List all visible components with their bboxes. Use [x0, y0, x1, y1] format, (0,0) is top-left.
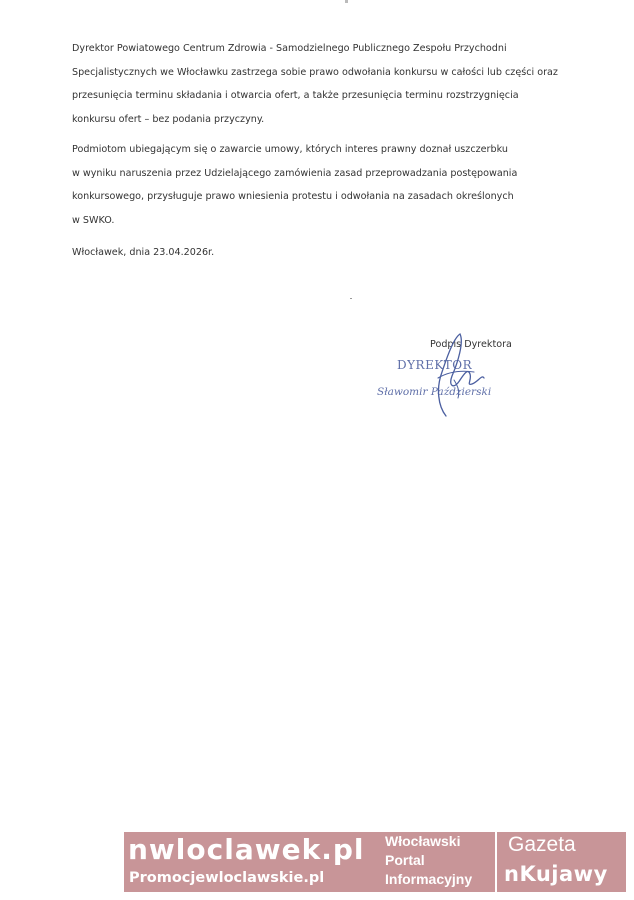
- paragraph-line: w SWKO.: [72, 214, 115, 226]
- gazeta-label: Gazeta: [508, 833, 576, 856]
- paragraph-line: Dyrektor Powiatowego Centrum Zdrowia - Samodzielnego Publicznego Zespołu Przychodni: [72, 43, 507, 54]
- scan-dot: [350, 298, 352, 299]
- stamp-title: DYREKTOR: [397, 358, 473, 372]
- stamp-name: Sławomir Paździerski: [377, 386, 492, 398]
- handwritten-signature: [408, 328, 498, 420]
- paragraph-line: Podmiotom ubiegającym się o zawarcie umowy, których interes prawny doznał uszczerbku: [72, 144, 508, 155]
- paragraph-protest: [72, 138, 562, 232]
- scan-mark: [345, 0, 348, 3]
- footer-banner[interactable]: [124, 832, 626, 892]
- paragraph-reservation: [72, 37, 562, 131]
- paragraph-line: konkursu ofert – bez podania przyczyny.: [72, 113, 265, 125]
- banner-divider: [495, 832, 497, 892]
- paragraph-line: Specjalistycznych we Włocławku zastrzega sobie prawo odwołania konkursu w całości lub części oraz: [72, 66, 558, 78]
- banner-sub-text: Promocjewloclawskie.pl: [129, 870, 325, 886]
- portal-line: Portal: [385, 852, 425, 868]
- banner-main-text: nwloclawek.pl: [128, 833, 365, 866]
- signature-label: Podpis Dyrektora: [430, 339, 512, 350]
- portal-label: [385, 832, 493, 889]
- portal-line: Włocławski: [385, 833, 461, 849]
- portal-line: Informacyjny: [385, 871, 473, 887]
- nkujawy-logo[interactable]: nKujawy: [504, 862, 608, 886]
- paragraph-line: przesunięcia terminu składania i otwarcia ofert, a także przesunięcia terminu rozstrzygnięcia: [72, 90, 519, 101]
- paragraph-line: konkursowego, przysługuje prawo wniesienia protestu i odwołania na zasadach określonych: [72, 191, 514, 202]
- nwloclawek-logo[interactable]: [124, 832, 382, 892]
- paragraph-line: w wyniku naruszenia przez Udzielającego zamówienia zasad przeprowadzania postępowania: [72, 167, 518, 179]
- place-date: Włocławek, dnia 23.04.2026r.: [72, 247, 215, 258]
